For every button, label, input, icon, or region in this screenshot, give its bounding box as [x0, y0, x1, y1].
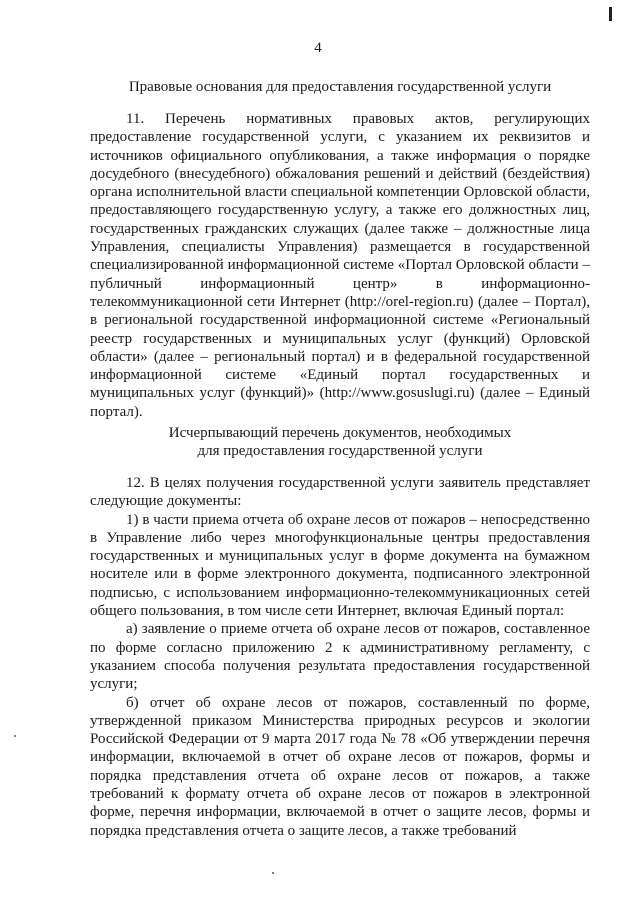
- scan-speck: [14, 735, 16, 737]
- scan-mark: [609, 7, 612, 21]
- section-heading-line-2: для предоставления государственной услуги: [197, 443, 483, 459]
- paragraph-12-text: 12. В целях получения государственной услуги заявитель представляет следующие документы:: [90, 475, 590, 510]
- paragraph-11-text: 11. Перечень нормативных правовых актов, регулирующих предоставление государственной услуги, с указанием их реквизитов и источников официального опубликования, а также информация о порядке досудебного (внесудебного) обжалования решений и действий (бездействия) органа исполнительной власти специальной компетенции Орловской области, предоставляющего государственную услугу, а также его должностных лиц, государственных гражданских служащих (далее также – должностные лица Управления, специалисты Управления) размещается в государственной специализированной информационной системе «Портал Орловской области – публичный информационный центр» в информационно-телекоммуникационной сети Интернет (http://orel-region.ru) (далее – Портал), в региональной государственной информационной системе «Региональный реестр государственных и муниципальных услуг (функций) Орловской области» (далее – региональный портал) и в федеральной государственной информационной системе «Единый портал государственных и муниципальных услуг (функций)» (http://www.gosuslugi.ru) (далее – Единый портал).: [90, 111, 590, 420]
- list-item-a: а) заявление о приеме отчета об охране лесов от пожаров, составленное по форме согласно приложению 2 к административному регламенту, с указанием способа получения результата предоставления государственной услуги;: [90, 621, 590, 693]
- section-heading-legal-basis: Правовые основания для предоставления государственной услуги: [128, 79, 552, 95]
- page-number: 4: [314, 40, 322, 56]
- section-heading-line-1: Исчерпывающий перечень документов, необходимых: [168, 425, 512, 441]
- list-item-b: б) отчет об охране лесов от пожаров, составленный по форме, утвержденной приказом Министерства природных ресурсов и экологии Российской Федерации от 9 марта 2017 года № 78 «Об утверждении перечня информации, включаемой в отчет об охране лесов от пожаров, формы и порядка представления отчета об охране лесов от пожаров, а также требований к формату отчета об охране лесов от пожаров в электронной форме, перечня информации, включаемой в отчет о защите лесов, формы и порядка представления отчета о защите лесов, а также требований: [90, 694, 590, 839]
- section-heading-documents: [90, 424, 590, 460]
- paragraph-11: [90, 110, 590, 421]
- scan-speck: [272, 872, 274, 874]
- list-item-1: 1) в части приема отчета об охране лесов от пожаров – непосредственно в Управление либо через многофункциональные центры предоставления государственных и муниципальных услуг в форме документа на бумажном носителе или в форме электронного документа, подписанного электронной подписью, с использованием информационно-телекоммуникационных сетей общего пользования, в том числе сети Интернет, включая Единый портал:: [90, 511, 590, 620]
- paragraph-12-block: [90, 474, 590, 840]
